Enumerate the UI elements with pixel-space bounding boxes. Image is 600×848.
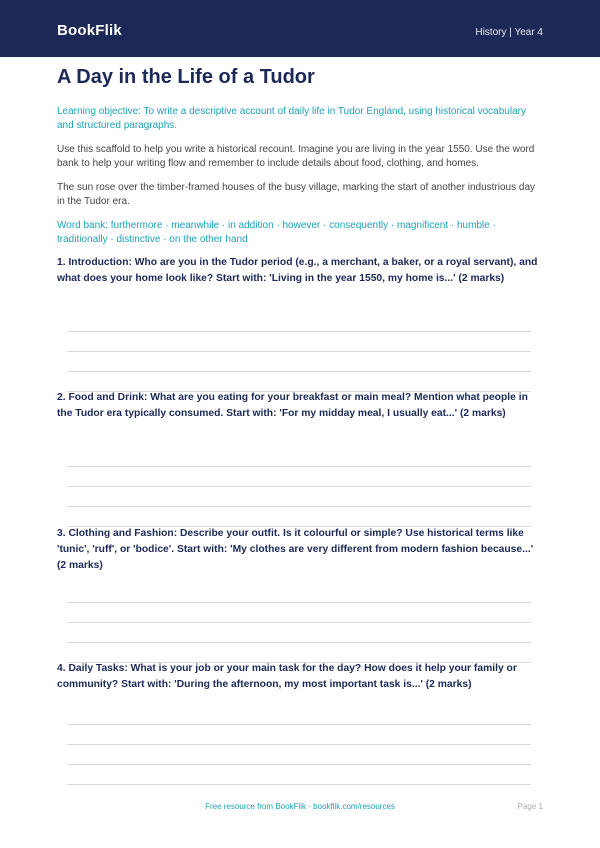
answer-line[interactable]	[67, 784, 531, 785]
page-title: A Day in the Life of a Tudor	[57, 66, 315, 88]
question-text: 3. Clothing and Fashion: Describe your outfit. Is it colourful or simple? Use historical terms like 'tunic', 'ruff', or 'bodice'. Start with: 'My clothes are very different from modern fashion because...' (2 marks)	[57, 528, 534, 571]
footer-link[interactable]: Free resource from BookFlik · bookflik.com/resources	[205, 802, 395, 811]
subject-year-label: History | Year 4	[475, 27, 543, 38]
question-1	[57, 255, 543, 287]
question-4	[57, 661, 543, 693]
answer-line[interactable]	[67, 724, 531, 725]
answer-line[interactable]	[67, 486, 531, 487]
answer-line[interactable]	[67, 764, 531, 765]
answer-line[interactable]	[67, 331, 531, 332]
question-2	[57, 390, 543, 422]
answer-line[interactable]	[67, 642, 531, 643]
page-number: Page 1	[517, 802, 543, 811]
answer-line[interactable]	[67, 506, 531, 507]
brand-logo[interactable]: BookFlik	[57, 22, 122, 39]
header-bar	[0, 0, 600, 57]
learning-objective: Learning objective: To write a descriptive account of daily life in Tudor England, using historical vocabulary and structured paragraphs.	[57, 106, 526, 131]
answer-line[interactable]	[67, 602, 531, 603]
question-text: 1. Introduction: Who are you in the Tudor period (e.g., a merchant, a baker, or a royal servant), and what does your home look like? Start with: 'Living in the year 1550, my home is...' (2 marks)	[57, 257, 538, 284]
instructions: Use this scaffold to help you write a historical recount. Imagine you are living in the year 1550. Use the word bank to help your writing flow and remember to include details about food, clothing, and homes.	[57, 144, 535, 169]
answer-line[interactable]	[67, 744, 531, 745]
question-3	[57, 526, 543, 574]
worksheet-intro	[57, 66, 543, 247]
question-text: 2. Food and Drink: What are you eating for your breakfast or main meal? Mention what people in the Tudor era typically consumed. Start with: 'For my midday meal, I usually eat...' (2 marks)	[57, 392, 528, 419]
question-text: 4. Daily Tasks: What is your job or your main task for the day? How does it help your family or community? Start with: 'During the afternoon, my most important task is...' (2 marks)	[57, 663, 517, 690]
answer-line[interactable]	[67, 622, 531, 623]
word-bank: Word bank: furthermore · meanwhile · in addition · however · consequently · magnificent · humble · traditionally · distinctive · on the other hand	[57, 220, 496, 245]
answer-line[interactable]	[67, 371, 531, 372]
answer-line[interactable]	[67, 351, 531, 352]
opening-sentence: The sun rose over the timber-framed houses of the busy village, marking the start of another industrious day in the Tudor era.	[57, 182, 536, 207]
answer-line[interactable]	[67, 466, 531, 467]
